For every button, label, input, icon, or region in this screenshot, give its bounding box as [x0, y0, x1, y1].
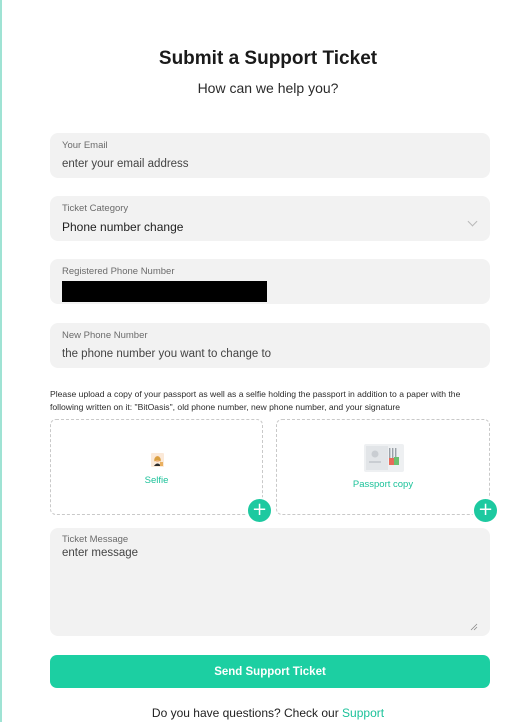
page-subtitle: How can we help you? [197, 80, 339, 96]
new-phone-field[interactable] [50, 323, 490, 368]
send-support-ticket-button[interactable]: Send Support Ticket [50, 655, 490, 688]
message-textarea[interactable] [62, 547, 478, 617]
email-label: Your Email [62, 140, 108, 151]
footer-text: Do you have questions? Check our [151, 706, 339, 720]
selfie-upload-area[interactable] [50, 419, 263, 515]
add-passport-button[interactable]: + [472, 497, 499, 524]
category-label: Ticket Category [62, 203, 129, 214]
passport-icon [364, 444, 404, 477]
ticket-message-field[interactable] [50, 528, 490, 636]
page-title: Submit a Support Ticket [158, 48, 378, 69]
add-selfie-button[interactable]: + [246, 497, 273, 524]
email-input[interactable] [62, 156, 478, 172]
resize-grip-icon[interactable] [470, 618, 478, 626]
support-link[interactable]: Support [342, 706, 385, 720]
passport-label: Passport copy [352, 479, 414, 490]
selfie-icon [151, 453, 164, 472]
passport-upload-area[interactable] [276, 419, 490, 515]
support-footer [2, 706, 532, 720]
registered-phone-field[interactable] [50, 259, 490, 304]
registered-phone-label: Registered Phone Number [62, 266, 175, 277]
category-value[interactable]: Phone number change [62, 220, 184, 234]
upload-instructions: Please upload a copy of your passport as well as a selfie holding the passport in addition to a paper with the following written on it: "BitOasis", old phone number, new phone number, and your signature [50, 389, 461, 412]
new-phone-input[interactable] [62, 346, 478, 362]
selfie-label: Selfie [144, 475, 169, 486]
redacted-phone-value [62, 281, 267, 302]
email-field[interactable] [50, 133, 490, 178]
message-label: Ticket Message [62, 534, 129, 545]
new-phone-label: New Phone Number [62, 330, 148, 341]
ticket-category-select[interactable] [50, 196, 490, 241]
